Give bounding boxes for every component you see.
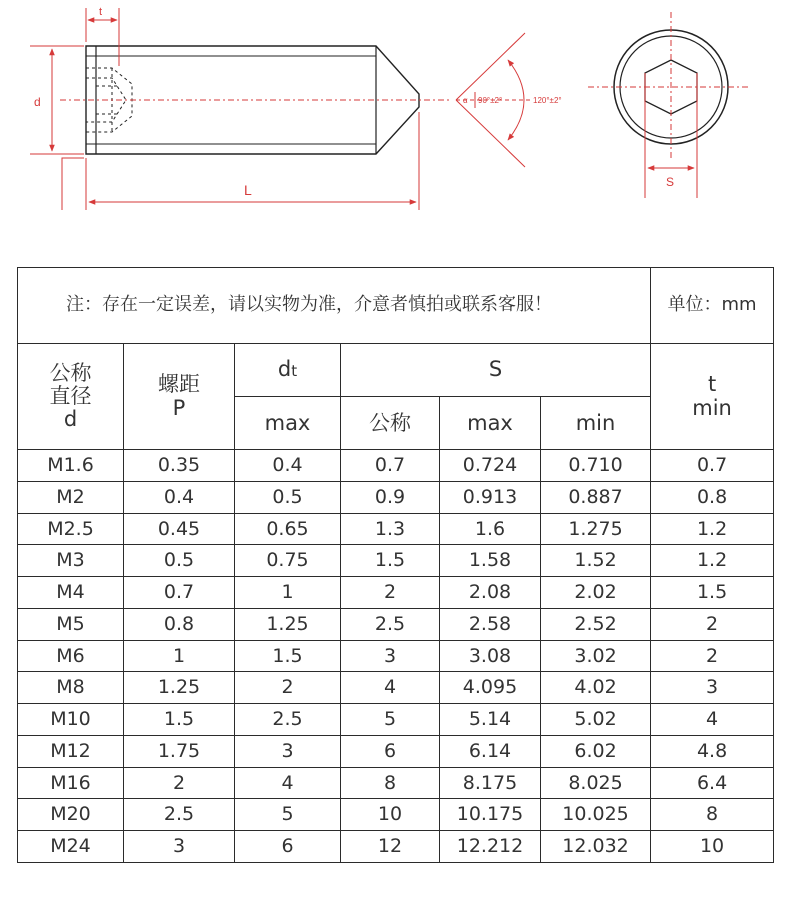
cell-dt: 6 <box>235 831 341 863</box>
t-label: t <box>99 6 103 18</box>
cell-s-min: 1.52 <box>541 545 651 577</box>
cell-d: M8 <box>18 672 124 704</box>
table-row <box>18 640 774 672</box>
cell-s-max: 2.58 <box>440 608 541 640</box>
header-t-line2: min <box>692 395 732 420</box>
cell-t: 6.4 <box>651 767 774 799</box>
cell-s-min: 0.710 <box>541 450 651 482</box>
table-row <box>18 545 774 577</box>
table-row <box>18 450 774 482</box>
cell-p: 1.75 <box>124 735 235 767</box>
cell-dt: 0.75 <box>235 545 341 577</box>
cell-s-min: 6.02 <box>541 735 651 767</box>
cell-d: M6 <box>18 640 124 672</box>
cell-s-nominal: 12 <box>341 831 440 863</box>
cell-s-min: 3.02 <box>541 640 651 672</box>
cell-s-max: 10.175 <box>440 799 541 831</box>
header-pitch-line1: 螺距 <box>158 372 200 397</box>
cell-t: 4 <box>651 704 774 736</box>
cell-t: 0.8 <box>651 482 774 514</box>
cell-s-max: 12.212 <box>440 831 541 863</box>
cell-dt: 5 <box>235 799 341 831</box>
cell-p: 1.25 <box>124 672 235 704</box>
cell-p: 0.8 <box>124 608 235 640</box>
screw-end-view <box>588 12 750 198</box>
header-t-min <box>651 343 774 450</box>
header-pitch <box>124 343 235 450</box>
cell-s-min: 8.025 <box>541 767 651 799</box>
cell-s-nominal: 3 <box>341 640 440 672</box>
cell-s-min: 12.032 <box>541 831 651 863</box>
cell-t: 1.2 <box>651 513 774 545</box>
l-label: L <box>244 182 252 198</box>
cell-s-nominal: 5 <box>341 704 440 736</box>
cell-s-max: 1.6 <box>440 513 541 545</box>
angle-120-label: 120°±2° <box>533 96 562 105</box>
cell-s-max: 5.14 <box>440 704 541 736</box>
table-row <box>18 735 774 767</box>
cell-s-nominal: 1.5 <box>341 545 440 577</box>
cell-p: 2.5 <box>124 799 235 831</box>
cell-s-nominal: 8 <box>341 767 440 799</box>
header-d-line3: d <box>63 407 78 432</box>
cell-s-max: 0.913 <box>440 482 541 514</box>
header-s-min: min <box>541 397 651 450</box>
cell-dt: 1 <box>235 577 341 609</box>
header-dt-sub: t <box>291 362 298 381</box>
cell-p: 2 <box>124 767 235 799</box>
cell-t: 3 <box>651 672 774 704</box>
cell-d: M2 <box>18 482 124 514</box>
cell-dt: 0.65 <box>235 513 341 545</box>
cell-s-min: 4.02 <box>541 672 651 704</box>
cell-s-nominal: 10 <box>341 799 440 831</box>
note-cell: 注：存在一定误差，请以实物为准，介意者慎拍或联系客服！ <box>18 268 651 344</box>
l-dimension <box>62 112 419 210</box>
cell-t: 1.5 <box>651 577 774 609</box>
header-s: S <box>341 343 651 396</box>
header-t-line1: t <box>707 372 717 397</box>
cell-p: 0.45 <box>124 513 235 545</box>
table-row <box>18 704 774 736</box>
cell-s-max: 6.14 <box>440 735 541 767</box>
cell-t: 0.7 <box>651 450 774 482</box>
cell-t: 1.2 <box>651 545 774 577</box>
header-s-max: max <box>440 397 541 450</box>
cell-s-max: 3.08 <box>440 640 541 672</box>
angle-90-label: 90°±2° <box>478 96 503 105</box>
cell-d: M16 <box>18 767 124 799</box>
header-dt-main: d <box>277 357 292 382</box>
cell-p: 3 <box>124 831 235 863</box>
header-nominal-diameter <box>18 343 124 450</box>
set-screw-drawing <box>0 0 790 230</box>
unit-cell: 单位：mm <box>651 268 774 344</box>
cell-s-min: 1.275 <box>541 513 651 545</box>
alpha-label: α <box>463 96 468 105</box>
cell-d: M5 <box>18 608 124 640</box>
cell-dt: 1.25 <box>235 608 341 640</box>
table-row <box>18 767 774 799</box>
header-d-line1: 公称 <box>49 360 92 385</box>
cell-s-max: 1.58 <box>440 545 541 577</box>
cell-s-max: 2.08 <box>440 577 541 609</box>
cell-s-min: 2.02 <box>541 577 651 609</box>
spec-table <box>17 267 774 863</box>
header-dt-max: max <box>235 397 341 450</box>
table-row <box>18 577 774 609</box>
cell-dt: 0.5 <box>235 482 341 514</box>
cell-p: 1 <box>124 640 235 672</box>
header-dt <box>235 343 341 396</box>
header-s-nominal: 公称 <box>341 397 440 450</box>
cell-d: M4 <box>18 577 124 609</box>
s-label: S <box>666 175 675 189</box>
cell-d: M12 <box>18 735 124 767</box>
table-row <box>18 799 774 831</box>
table-row <box>18 831 774 863</box>
table-row <box>18 608 774 640</box>
cell-s-nominal: 2.5 <box>341 608 440 640</box>
cell-s-max: 8.175 <box>440 767 541 799</box>
cell-dt: 3 <box>235 735 341 767</box>
table-row <box>18 513 774 545</box>
cell-s-nominal: 0.7 <box>341 450 440 482</box>
cell-s-nominal: 1.3 <box>341 513 440 545</box>
cell-s-min: 5.02 <box>541 704 651 736</box>
cell-dt: 2 <box>235 672 341 704</box>
cell-s-nominal: 4 <box>341 672 440 704</box>
cell-dt: 2.5 <box>235 704 341 736</box>
cell-t: 8 <box>651 799 774 831</box>
cell-t: 2 <box>651 608 774 640</box>
cell-s-max: 4.095 <box>440 672 541 704</box>
cell-p: 0.35 <box>124 450 235 482</box>
cell-p: 0.5 <box>124 545 235 577</box>
cell-d: M20 <box>18 799 124 831</box>
cell-d: M2.5 <box>18 513 124 545</box>
table-row <box>18 482 774 514</box>
cell-s-min: 10.025 <box>541 799 651 831</box>
t-dimension <box>86 6 119 66</box>
cell-dt: 1.5 <box>235 640 341 672</box>
cone-angle-callout <box>456 33 562 167</box>
cell-s-nominal: 2 <box>341 577 440 609</box>
table-row <box>18 672 774 704</box>
cell-dt: 4 <box>235 767 341 799</box>
d-label: d <box>34 95 41 109</box>
cell-d: M1.6 <box>18 450 124 482</box>
cell-dt: 0.4 <box>235 450 341 482</box>
cell-s-max: 0.724 <box>440 450 541 482</box>
header-d-line2: 直径 <box>49 383 92 408</box>
cell-p: 0.7 <box>124 577 235 609</box>
header-pitch-line2: P <box>172 395 186 420</box>
cell-t: 4.8 <box>651 735 774 767</box>
cell-s-min: 2.52 <box>541 608 651 640</box>
cell-p: 1.5 <box>124 704 235 736</box>
cell-t: 10 <box>651 831 774 863</box>
cell-d: M10 <box>18 704 124 736</box>
cell-p: 0.4 <box>124 482 235 514</box>
cell-d: M3 <box>18 545 124 577</box>
cell-s-nominal: 6 <box>341 735 440 767</box>
cell-s-min: 0.887 <box>541 482 651 514</box>
cell-d: M24 <box>18 831 124 863</box>
cell-s-nominal: 0.9 <box>341 482 440 514</box>
cell-t: 2 <box>651 640 774 672</box>
